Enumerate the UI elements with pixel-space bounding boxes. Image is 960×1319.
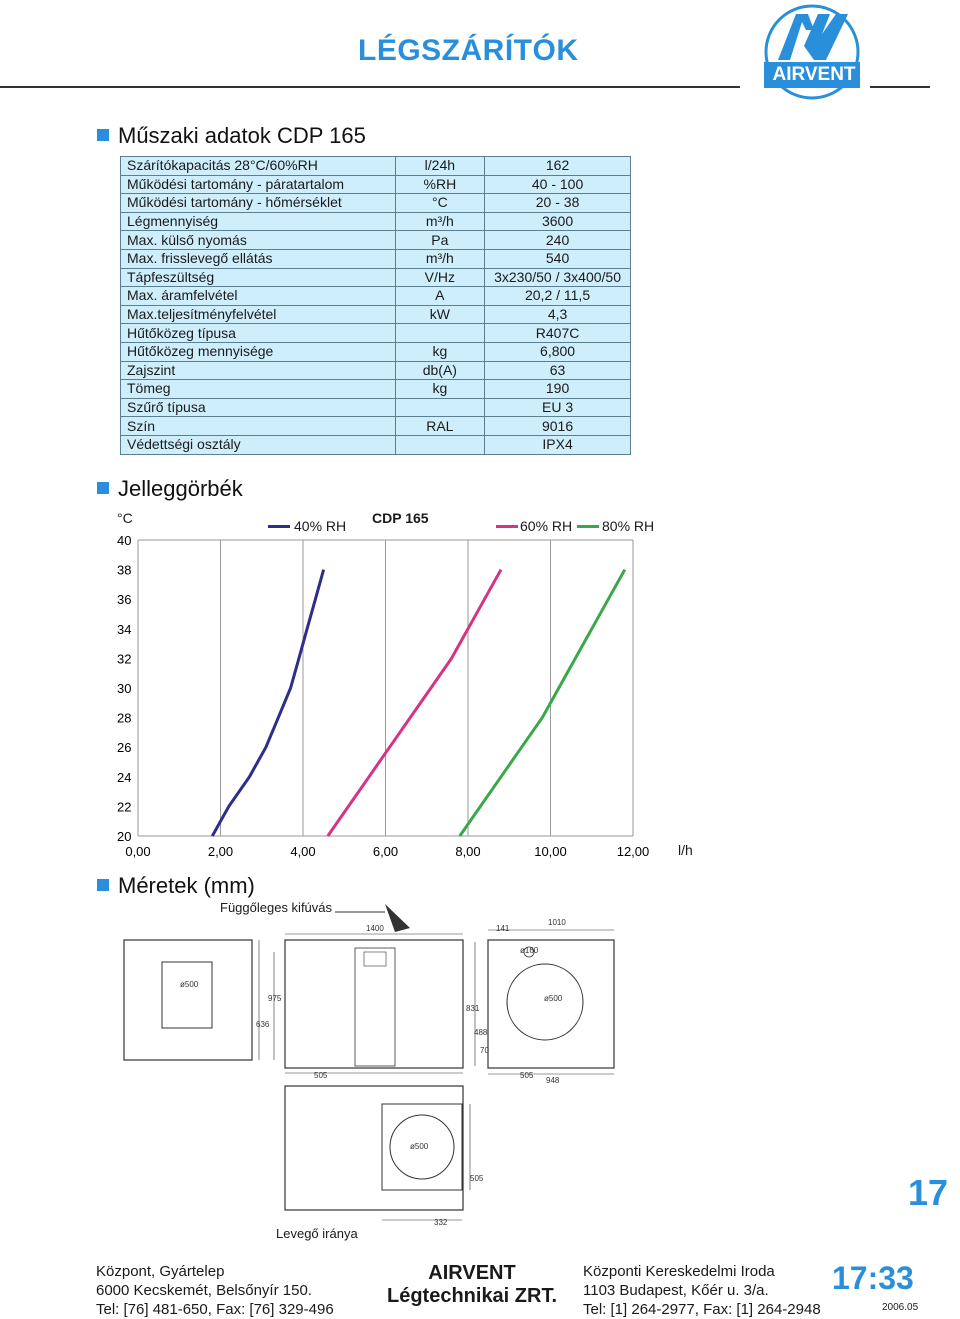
spec-unit: l/24h (395, 157, 485, 176)
dim-636: 636 (256, 1020, 270, 1029)
logo-text: AIRVENT (772, 64, 856, 85)
dim-505-b: 505 (520, 1071, 534, 1080)
y-tick-label: 24 (117, 769, 132, 785)
chart-heading-text: Jelleggörbék (118, 476, 243, 501)
leader-arrow-icon (385, 904, 410, 932)
y-tick-label: 30 (117, 681, 132, 696)
spec-value: 3600 (485, 212, 631, 231)
spec-label: Működési tartomány - hőmérséklet (121, 194, 396, 213)
dimension-drawings (0, 890, 960, 1240)
footer-company-type: Légtechnikai ZRT. (386, 1285, 558, 1307)
doc-date: 2006.05 (882, 1302, 919, 1313)
spec-label: Max. frisslevegő ellátás (121, 249, 396, 268)
spec-unit: %RH (395, 175, 485, 194)
y-tick-label: 32 (117, 651, 132, 667)
spec-value: R407C (485, 324, 631, 343)
spec-label: Szárítókapacitás 28°C/60%RH (121, 157, 396, 176)
spec-unit: RAL (395, 417, 485, 436)
spec-unit: V/Hz (395, 268, 485, 287)
spec-label: Tömeg (121, 380, 396, 399)
page-title: LÉGSZÁRÍTÓK (358, 34, 579, 67)
x-tick-label: 4,00 (290, 844, 316, 859)
spec-unit: kg (395, 342, 485, 361)
spec-label: Működési tartomány - páratartalom (121, 175, 396, 194)
dims-heading-text: Méretek (mm) (118, 873, 255, 898)
y-tick-label: 40 (117, 533, 132, 548)
dim-975: 975 (268, 994, 282, 1003)
spec-value: 9016 (485, 417, 631, 436)
footer-left (96, 1262, 334, 1319)
y-tick-label: 22 (117, 799, 132, 815)
x-tick-label: 12,00 (616, 844, 650, 859)
spec-value: 40 - 100 (485, 175, 631, 194)
spec-value: 240 (485, 231, 631, 250)
footer-left-line: 6000 Kecskemét, Belsőnyír 150. (96, 1282, 312, 1299)
y-axis-label: °C (117, 510, 133, 526)
dim-141: 141 (496, 924, 510, 933)
spec-unit: kg (395, 380, 485, 399)
spec-unit: kW (395, 305, 485, 324)
x-tick-label: 0,00 (125, 844, 151, 859)
dim-505-a: 505 (314, 1071, 328, 1080)
spec-value: 4,3 (485, 305, 631, 324)
dim-dia500-top: ø500 (410, 1142, 429, 1151)
vertical-outlet-label: Függőleges kifúvás (220, 900, 333, 915)
spec-value: 20 - 38 (485, 194, 631, 213)
dim-1010: 1010 (548, 918, 566, 927)
y-tick-label: 38 (117, 562, 132, 578)
footer-company (372, 1262, 572, 1308)
footer-right-line: 1103 Budapest, Kőér u. 3/a. (583, 1282, 769, 1299)
spec-unit: Pa (395, 231, 485, 250)
y-tick-label: 20 (117, 829, 132, 844)
spec-label: Max. áramfelvétel (121, 287, 396, 306)
dim-332: 332 (434, 1218, 448, 1227)
spec-value: 20,2 / 11,5 (485, 287, 631, 306)
dim-505-c: 505 (470, 1174, 484, 1183)
spec-label: Hűtőközeg típusa (121, 324, 396, 343)
legend-label-40: 40% RH (294, 518, 347, 534)
x-tick-label: 6,00 (372, 844, 399, 859)
spec-value: 3x230/50 / 3x400/50 (485, 268, 631, 287)
spec-unit: m³/h (395, 249, 485, 268)
spec-label: Védettségi osztály (121, 435, 396, 454)
spec-value: 190 (485, 380, 631, 399)
y-tick-label: 34 (117, 621, 132, 637)
dim-948: 948 (546, 1076, 560, 1085)
footer-left-line: Tel: [76] 481-650, Fax: [76] 329-496 (96, 1301, 334, 1318)
spec-value: 162 (485, 157, 631, 176)
footer-company-name: AIRVENT (428, 1262, 516, 1284)
series-line (212, 570, 323, 836)
dim-width: 1400 (366, 924, 384, 933)
spec-value: 540 (485, 249, 631, 268)
spec-value: EU 3 (485, 398, 631, 417)
spec-label: Zajszint (121, 361, 396, 380)
x-tick-label: 2,00 (207, 844, 234, 859)
footer-right (583, 1262, 821, 1319)
dim-dia160: ø160 (520, 946, 539, 955)
doc-code: 17:33 (832, 1260, 914, 1296)
spec-label: Max.teljesítményfelvétel (121, 305, 396, 324)
spec-value: 63 (485, 361, 631, 380)
spec-label: Tápfeszültség (121, 268, 396, 287)
legend-label-60: 60% RH (520, 518, 573, 534)
specs-heading-text: Műszaki adatok CDP 165 (118, 123, 366, 148)
spec-unit: °C (395, 194, 485, 213)
spec-unit: A (395, 287, 485, 306)
page-number: 17 (908, 1172, 949, 1213)
dim-dia500-right: ø500 (544, 994, 563, 1003)
spec-value: IPX4 (485, 435, 631, 454)
footer-left-line: Központ, Gyártelep (96, 1263, 225, 1280)
chart-title: CDP 165 (372, 510, 429, 526)
spec-label: Légmennyiség (121, 212, 396, 231)
spec-label: Szín (121, 417, 396, 436)
legend-label-80: 80% RH (602, 518, 655, 534)
spec-value: 6,800 (485, 342, 631, 361)
airflow-label: Levegő iránya (276, 1226, 358, 1241)
dim-dia500-left: ø500 (180, 980, 199, 989)
spec-label: Hűtőközeg mennyisége (121, 342, 396, 361)
dim-831: 831 (466, 1004, 480, 1013)
dim-70: 70 (480, 1046, 489, 1055)
spec-label: Szűrő típusa (121, 398, 396, 417)
footer-right-line: Központi Kereskedelmi Iroda (583, 1263, 775, 1280)
y-tick-label: 28 (117, 710, 132, 726)
spec-unit: db(A) (395, 361, 485, 380)
spec-unit: m³/h (395, 212, 485, 231)
y-tick-label: 26 (117, 740, 132, 756)
series-line (328, 570, 501, 836)
footer-right-line: Tel: [1] 264-2977, Fax: [1] 264-2948 (583, 1301, 821, 1318)
spec-label: Max. külső nyomás (121, 231, 396, 250)
x-tick-label: 10,00 (534, 844, 567, 859)
outlet-square (162, 962, 212, 1028)
series-line (460, 570, 625, 836)
x-axis-label: l/h (678, 842, 693, 858)
y-tick-label: 36 (117, 592, 132, 608)
x-tick-label: 8,00 (455, 844, 481, 859)
dim-488: 488 (474, 1028, 488, 1037)
